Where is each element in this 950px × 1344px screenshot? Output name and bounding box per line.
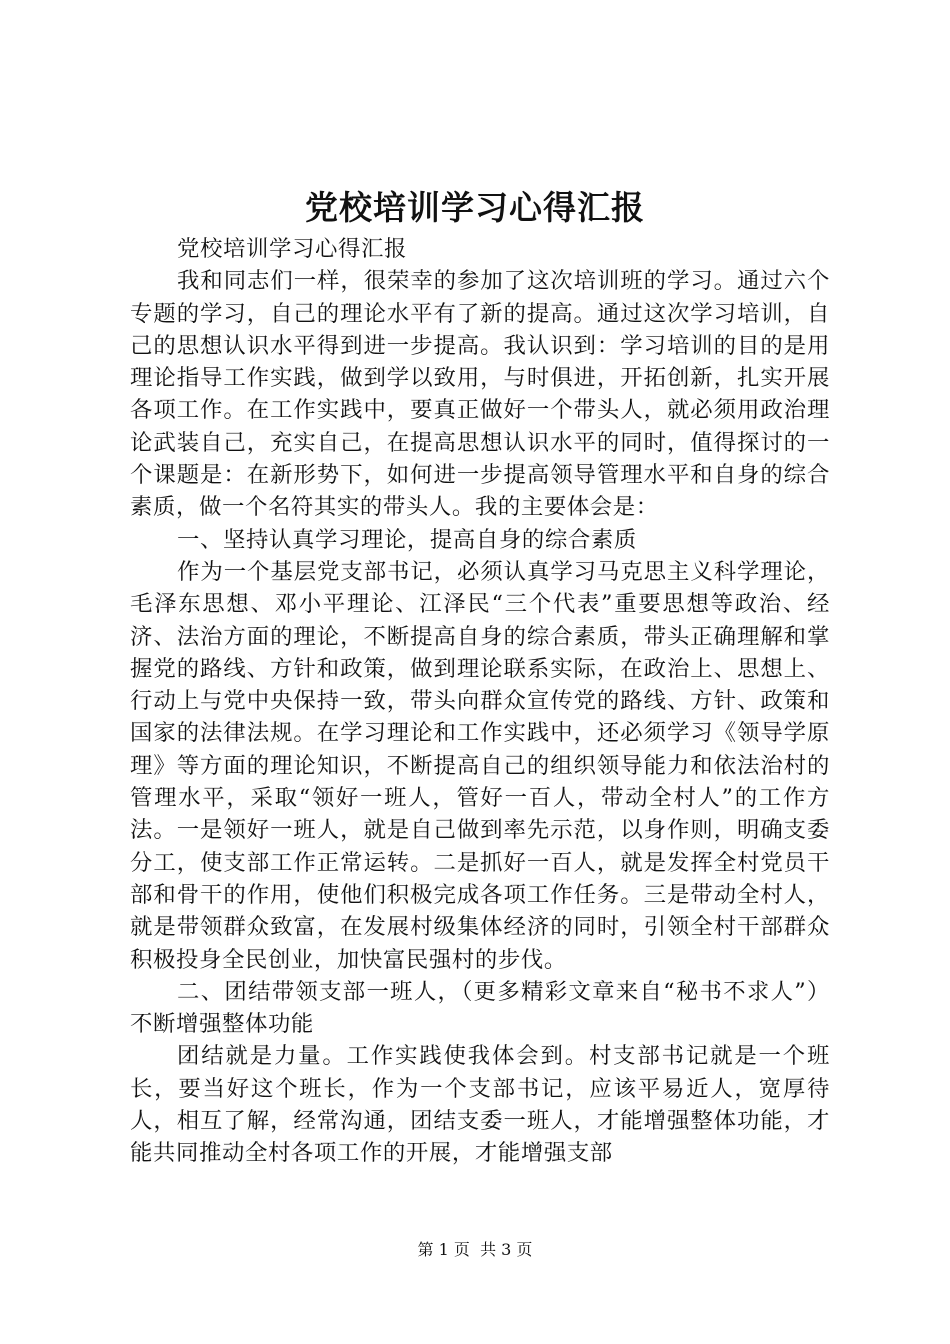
body-paragraph: 我和同志们一样，很荣幸的参加了这次培训班的学习。通过六个专题的学习，自己的理论水平有了新的提高。通过这次学习培训，自己的思想认识水平得到进一步提高。我认识到：学习培训的目的是用理论指导工作实践，做到学以致用，与时俱进，开拓创新，扎实开展各项工作。在工作实践中，要真正做好一个带头人，就必须用政治理论武装自己，充实自己，在提高思想认识水平的同时，值得探讨的一个课题是：在新形势下，如何进一步提高领导管理水平和自身的综合素质，做一个名符其实的带头人。我的主要体会是： [130, 268, 830, 521]
body-paragraph: 作为一个基层党支部书记，必须认真学习马克思主义科学理论，毛泽东思想、邓小平理论、江泽民“三个代表”重要思想等政治、经济、法治方面的理论，不断提高自身的综合素质，带头正确理解和掌握党的路线、方针和政策，做到理论联系实际，在政治上、思想上、行动上与党中央保持一致，带头向群众宣传党的路线、方针、政策和国家的法律法规。在学习理论和工作实践中，还必须学习《领导学原理》等方面的理论知识，不断提高自己的组织领导能力和依法治村的管理水平，采取“领好一班人，管好一百人，带动全村人”的工作方法。一是领好一班人，就是自己做到率先示范，以身作则，明确支委分工，使支部工作正常运转。二是抓好一百人，就是发挥全村党员干部和骨干的作用，使他们积极完成各项工作任务。三是带动全村人，就是带领群众致富，在发展村级集体经济的同时，引领全村干部群众积极投身全民创业，加快富民强村的步伐。 [130, 558, 830, 973]
subtitle-paragraph: 党校培训学习心得汇报 [177, 236, 407, 262]
body-paragraph: 团结就是力量。工作实践使我体会到。村支部书记就是一个班长，要当好这个班长，作为一个支部书记，应该平易近人，宽厚待人，相互了解，经常沟通，团结支委一班人，才能增强整体功能，才能共同推动全村各项工作的开展，才能增强支部 [130, 1043, 830, 1167]
page-footer [0, 1240, 950, 1260]
document-body [130, 233, 830, 1170]
document-title: 党校培训学习心得汇报 [305, 188, 645, 227]
section-heading: 二、团结带领支部一班人，（更多精彩文章来自“秘书不求人”）不断增强整体功能 [130, 978, 830, 1038]
section-heading: 一、坚持认真学习理论，提高自身的综合素质 [177, 526, 637, 553]
page-number: 第 1 页 共 3 页 [417, 1240, 533, 1259]
